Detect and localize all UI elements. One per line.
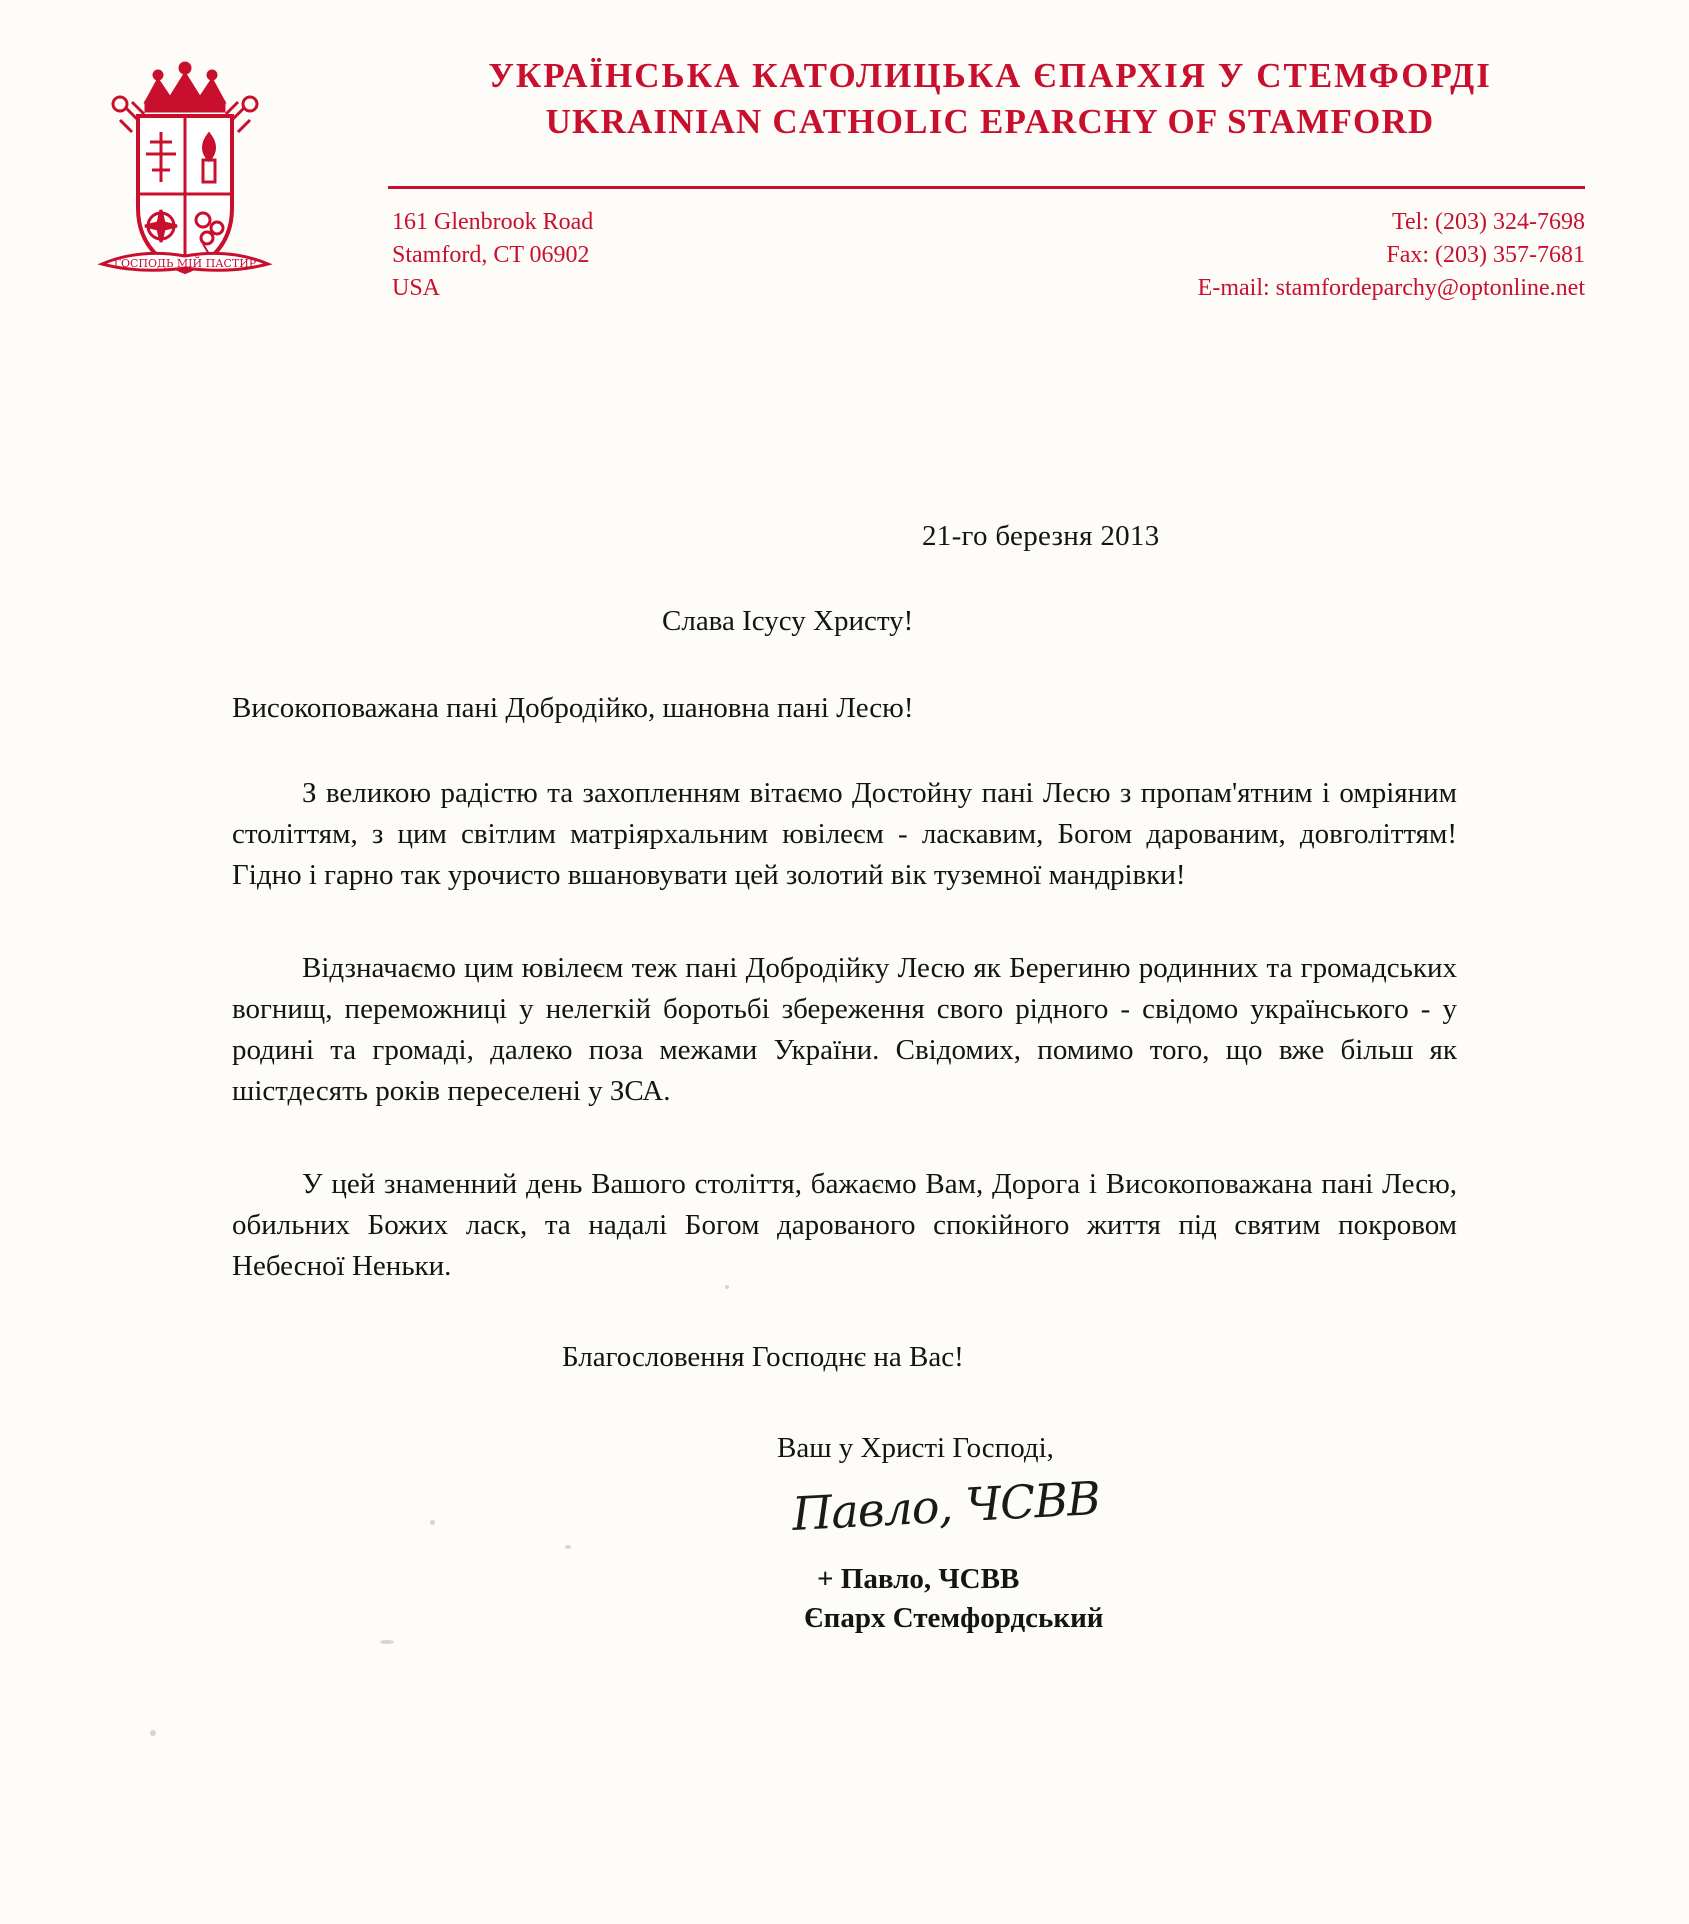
letter-blessing: Благословення Господнє на Вас! <box>562 1341 964 1373</box>
letter-closing: Ваш у Христі Господі, <box>777 1432 1054 1464</box>
address-line-3: USA <box>392 275 441 301</box>
scan-speck <box>150 1730 156 1736</box>
signer-name: + Павло, ЧСВВ <box>817 1563 1020 1595</box>
address-block <box>392 206 593 305</box>
eparchy-title-ukrainian: УКРАЇНСЬКА КАТОЛИЦЬКА ЄПАРХІЯ У СТЕМФОРДІ <box>488 56 1492 95</box>
handwritten-signature: Павло, ЧСВВ <box>790 1470 1102 1542</box>
letter-salutation: Високоповажана пані Добродійко, шановна пані Лесю! <box>232 692 914 724</box>
svg-text:ГОСПОДЬ МІЙ ПАСТИР: ГОСПОДЬ МІЙ ПАСТИР <box>113 257 257 270</box>
letterhead <box>0 0 1689 330</box>
fax-number: Fax: (203) 357-7681 <box>1386 242 1585 268</box>
letter-body <box>232 520 1457 1635</box>
address-line-2: Stamford, CT 06902 <box>392 242 590 268</box>
letter-date: 21-го березня 2013 <box>922 520 1160 552</box>
scan-speck <box>380 1640 394 1644</box>
letter-paragraph-1: З великою радістю та захопленням вітаємо Достойну пані Лесю з пропам'ятним і омріяним століттям, з цим світлим матріярхальним ювілеєм - ласкавим, Богом дарованим, довголіттям! Гідно і гарно так урочисто вшановувати цей золотий вік туземної мандрівки! <box>232 777 1457 891</box>
telephone-number: Tel: (203) 324-7698 <box>1392 209 1585 235</box>
signature-area <box>792 1465 1457 1561</box>
contact-block <box>1198 206 1585 305</box>
scan-speck <box>725 1285 729 1289</box>
letter-greeting: Слава Ісусу Христу! <box>662 605 914 637</box>
eparchy-title-english: UKRAINIAN CATHOLIC EPARCHY OF STAMFORD <box>545 102 1435 141</box>
letter-paragraph-2: Відзначаємо цим ювілеєм теж пані Добродійку Лесю як Берегиню родинних та громадських вогнищ, переможниці у нелегкій боротьбі збереження свого рідного - свідомо українського - у родині та громаді, далеко поза межами України. Свідомих, помимо того, що вже більш як шістдесять років переселені у ЗСА. <box>232 952 1457 1107</box>
scan-speck <box>430 1520 435 1525</box>
address-line-1: 161 Glenbrook Road <box>392 209 594 235</box>
letterhead-titles <box>385 56 1595 142</box>
letterhead-divider <box>388 186 1585 189</box>
email-address: E-mail: stamfordeparchy@optonline.net <box>1197 275 1585 301</box>
letter-paragraph-3: У цей знаменний день Вашого століття, бажаємо Вам, Дорога і Високоповажана пані Лесю, обильних Божих ласк, та надалі Богом дарованого спокійного життя під святим покровом Небесної Неньки. <box>232 1168 1457 1282</box>
scan-speck <box>565 1545 571 1549</box>
signer-title: Єпарх Стемфордський <box>804 1602 1104 1634</box>
coat-of-arms-icon <box>80 58 290 288</box>
